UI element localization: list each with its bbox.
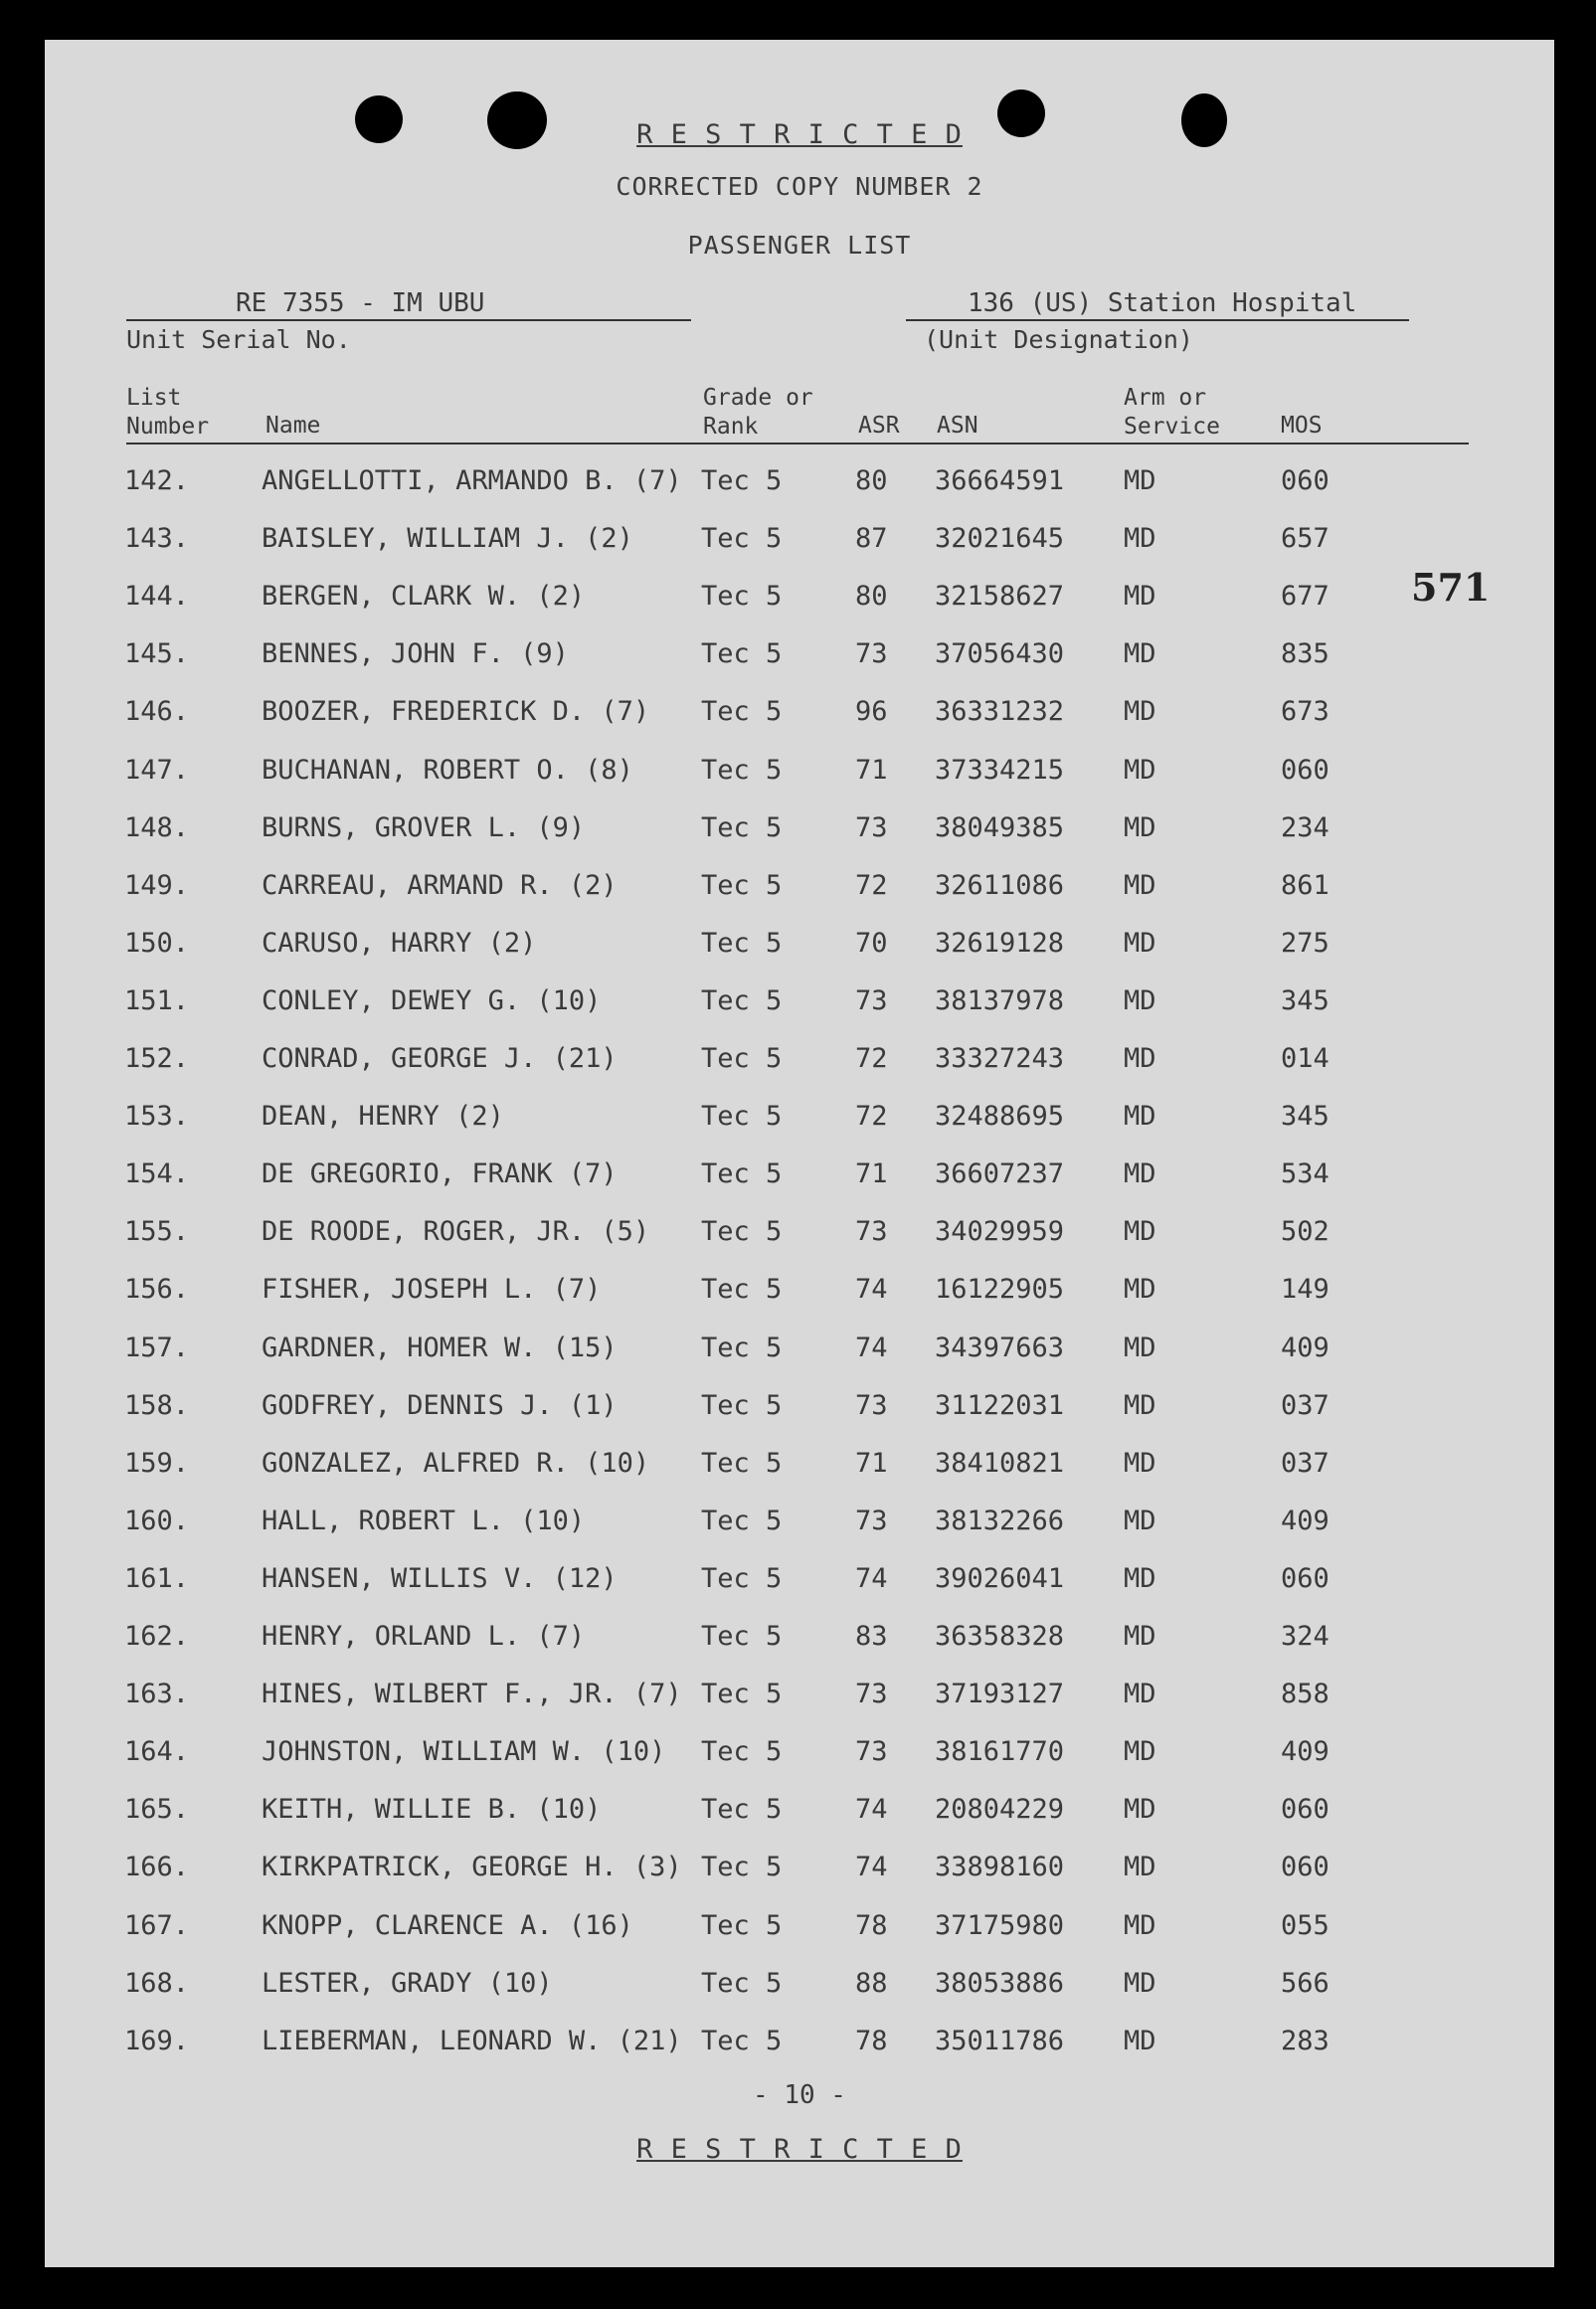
table-row bbox=[45, 1621, 1536, 1661]
asn-number: 39026041 bbox=[935, 1562, 1065, 1594]
passenger-name: LESTER, GRADY (10) bbox=[262, 1967, 553, 1999]
table-row bbox=[45, 1101, 1536, 1141]
passenger-name: BUCHANAN, ROBERT O. (8) bbox=[262, 754, 633, 786]
grade-rank: Tec 5 bbox=[701, 1967, 783, 1999]
passenger-name: DE GREGORIO, FRANK (7) bbox=[262, 1158, 618, 1190]
mos-code: 234 bbox=[1281, 811, 1330, 843]
copy-number: CORRECTED COPY NUMBER 2 bbox=[616, 172, 983, 201]
grade-rank: Tec 5 bbox=[701, 811, 783, 843]
asn-number: 36607237 bbox=[935, 1158, 1065, 1190]
asr-score: 73 bbox=[855, 811, 888, 843]
table-row bbox=[45, 1158, 1536, 1198]
list-number: 165. bbox=[124, 1794, 190, 1826]
mos-code: 835 bbox=[1281, 638, 1330, 670]
table-row bbox=[45, 696, 1536, 736]
asn-number: 35011786 bbox=[935, 2025, 1065, 2056]
list-number: 150. bbox=[124, 927, 190, 959]
asr-score: 71 bbox=[855, 1447, 888, 1479]
arm-service: MD bbox=[1124, 1794, 1156, 1826]
passenger-name: HENRY, ORLAND L. (7) bbox=[262, 1621, 586, 1652]
list-number: 162. bbox=[124, 1621, 190, 1652]
passenger-name: CARREAU, ARMAND R. (2) bbox=[262, 869, 618, 901]
mos-code: 324 bbox=[1281, 1621, 1330, 1652]
asr-score: 80 bbox=[855, 465, 888, 496]
arm-service: MD bbox=[1124, 811, 1156, 843]
grade-rank: Tec 5 bbox=[701, 1621, 783, 1652]
grade-rank: Tec 5 bbox=[701, 1101, 783, 1133]
asr-score: 88 bbox=[855, 1967, 888, 1999]
grade-rank: Tec 5 bbox=[701, 1389, 783, 1421]
mos-code: 534 bbox=[1281, 1158, 1330, 1190]
passenger-name: KIRKPATRICK, GEORGE H. (3) bbox=[262, 1852, 682, 1883]
asn-number: 31122031 bbox=[935, 1389, 1065, 1421]
passenger-name: CONRAD, GEORGE J. (21) bbox=[262, 1043, 618, 1074]
list-number: 161. bbox=[124, 1562, 190, 1594]
list-number: 145. bbox=[124, 638, 190, 670]
asn-number: 33327243 bbox=[935, 1043, 1065, 1074]
asr-score: 71 bbox=[855, 754, 888, 786]
table-row bbox=[45, 928, 1536, 968]
list-number: 167. bbox=[124, 1909, 190, 1941]
passenger-name: GODFREY, DENNIS J. (1) bbox=[262, 1389, 618, 1421]
list-number: 155. bbox=[124, 1216, 190, 1248]
list-number: 143. bbox=[124, 523, 190, 555]
asn-number: 38049385 bbox=[935, 811, 1065, 843]
arm-service: MD bbox=[1124, 984, 1156, 1016]
asn-number: 33898160 bbox=[935, 1852, 1065, 1883]
grade-rank: Tec 5 bbox=[701, 1909, 783, 1941]
list-number: 149. bbox=[124, 869, 190, 901]
arm-service: MD bbox=[1124, 1505, 1156, 1536]
asr-score: 87 bbox=[855, 523, 888, 555]
arm-service: MD bbox=[1124, 1101, 1156, 1133]
grade-rank: Tec 5 bbox=[701, 1562, 783, 1594]
column-header-rule bbox=[126, 443, 1469, 444]
table-row bbox=[45, 638, 1536, 678]
unit-serial-label: Unit Serial No. bbox=[126, 325, 351, 354]
list-number: 156. bbox=[124, 1274, 190, 1306]
passenger-name: GARDNER, HOMER W. (15) bbox=[262, 1332, 618, 1363]
list-number: 144. bbox=[124, 581, 190, 613]
asr-score: 70 bbox=[855, 927, 888, 959]
asr-score: 78 bbox=[855, 2025, 888, 2056]
grade-rank: Tec 5 bbox=[701, 1736, 783, 1768]
grade-rank: Tec 5 bbox=[701, 696, 783, 728]
arm-service: MD bbox=[1124, 1621, 1156, 1652]
unit-serial: RE 7355 - IM UBU bbox=[236, 288, 485, 318]
arm-service: MD bbox=[1124, 1043, 1156, 1074]
table-row bbox=[45, 1563, 1536, 1603]
arm-service: MD bbox=[1124, 1736, 1156, 1768]
table-row bbox=[45, 2026, 1536, 2065]
mos-code: 409 bbox=[1281, 1505, 1330, 1536]
asn-number: 32488695 bbox=[935, 1101, 1065, 1133]
asn-number: 32158627 bbox=[935, 581, 1065, 613]
grade-rank: Tec 5 bbox=[701, 1274, 783, 1306]
mos-code: 037 bbox=[1281, 1389, 1330, 1421]
asn-number: 37193127 bbox=[935, 1679, 1065, 1710]
list-number: 151. bbox=[124, 984, 190, 1016]
table-row bbox=[45, 1332, 1536, 1372]
table-row bbox=[45, 1448, 1536, 1488]
mos-code: 055 bbox=[1281, 1909, 1330, 1941]
arm-service: MD bbox=[1124, 2025, 1156, 2056]
grade-rank: Tec 5 bbox=[701, 1794, 783, 1826]
table-row bbox=[45, 1506, 1536, 1545]
mos-code: 861 bbox=[1281, 869, 1330, 901]
asr-score: 83 bbox=[855, 1621, 888, 1652]
passenger-name: DEAN, HENRY (2) bbox=[262, 1101, 504, 1133]
arm-service: MD bbox=[1124, 1389, 1156, 1421]
margin-number: 571 bbox=[1411, 565, 1491, 610]
mos-code: 566 bbox=[1281, 1967, 1330, 1999]
table-row bbox=[45, 523, 1536, 563]
passenger-name: DE ROODE, ROGER, JR. (5) bbox=[262, 1216, 650, 1248]
asn-number: 38132266 bbox=[935, 1505, 1065, 1536]
arm-service: MD bbox=[1124, 1158, 1156, 1190]
passenger-name: CARUSO, HARRY (2) bbox=[262, 927, 537, 959]
grade-rank: Tec 5 bbox=[701, 1447, 783, 1479]
asn-number: 36358328 bbox=[935, 1621, 1065, 1652]
page-number: - 10 - bbox=[753, 2080, 846, 2110]
asr-score: 73 bbox=[855, 1679, 888, 1710]
list-number: 168. bbox=[124, 1967, 190, 1999]
asr-score: 72 bbox=[855, 1101, 888, 1133]
mos-code: 657 bbox=[1281, 523, 1330, 555]
mos-code: 283 bbox=[1281, 2025, 1330, 2056]
grade-rank: Tec 5 bbox=[701, 984, 783, 1016]
passenger-name: HALL, ROBERT L. (10) bbox=[262, 1505, 586, 1536]
passenger-name: LIEBERMAN, LEONARD W. (21) bbox=[262, 2025, 682, 2056]
list-number: 142. bbox=[124, 465, 190, 496]
col-header-grade: Grade or Rank bbox=[703, 385, 813, 440]
arm-service: MD bbox=[1124, 927, 1156, 959]
table-row bbox=[45, 1679, 1536, 1718]
table-row bbox=[45, 581, 1536, 621]
arm-service: MD bbox=[1124, 1332, 1156, 1363]
arm-service: MD bbox=[1124, 754, 1156, 786]
asr-score: 96 bbox=[855, 696, 888, 728]
grade-rank: Tec 5 bbox=[701, 1332, 783, 1363]
grade-rank: Tec 5 bbox=[701, 927, 783, 959]
asr-score: 78 bbox=[855, 1909, 888, 1941]
table-row bbox=[45, 465, 1536, 505]
asn-number: 38410821 bbox=[935, 1447, 1065, 1479]
asr-score: 73 bbox=[855, 984, 888, 1016]
asr-score: 74 bbox=[855, 1332, 888, 1363]
list-number: 157. bbox=[124, 1332, 190, 1363]
passenger-name: HINES, WILBERT F., JR. (7) bbox=[262, 1679, 682, 1710]
asn-number: 32619128 bbox=[935, 927, 1065, 959]
grade-rank: Tec 5 bbox=[701, 1216, 783, 1248]
classification-footer: R E S T R I C T E D bbox=[636, 2134, 963, 2165]
arm-service: MD bbox=[1124, 1679, 1156, 1710]
table-row bbox=[45, 1274, 1536, 1314]
grade-rank: Tec 5 bbox=[701, 581, 783, 613]
passenger-name: JOHNSTON, WILLIAM W. (10) bbox=[262, 1736, 666, 1768]
list-number: 152. bbox=[124, 1043, 190, 1074]
grade-rank: Tec 5 bbox=[701, 1679, 783, 1710]
asn-number: 34397663 bbox=[935, 1332, 1065, 1363]
grade-rank: Tec 5 bbox=[701, 869, 783, 901]
passenger-name: BAISLEY, WILLIAM J. (2) bbox=[262, 523, 633, 555]
asn-number: 36664591 bbox=[935, 465, 1065, 496]
passenger-name: FISHER, JOSEPH L. (7) bbox=[262, 1274, 602, 1306]
col-header-asr: ASR bbox=[858, 413, 900, 439]
table-row bbox=[45, 1852, 1536, 1891]
asr-score: 73 bbox=[855, 1505, 888, 1536]
grade-rank: Tec 5 bbox=[701, 1505, 783, 1536]
mos-code: 275 bbox=[1281, 927, 1330, 959]
asn-number: 37056430 bbox=[935, 638, 1065, 670]
arm-service: MD bbox=[1124, 1274, 1156, 1306]
table-row bbox=[45, 870, 1536, 910]
arm-service: MD bbox=[1124, 1967, 1156, 1999]
list-number: 159. bbox=[124, 1447, 190, 1479]
mos-code: 677 bbox=[1281, 581, 1330, 613]
table-row bbox=[45, 985, 1536, 1025]
list-number: 153. bbox=[124, 1101, 190, 1133]
mos-code: 409 bbox=[1281, 1332, 1330, 1363]
mos-code: 409 bbox=[1281, 1736, 1330, 1768]
asr-score: 71 bbox=[855, 1158, 888, 1190]
arm-service: MD bbox=[1124, 1216, 1156, 1248]
grade-rank: Tec 5 bbox=[701, 754, 783, 786]
asn-number: 32021645 bbox=[935, 523, 1065, 555]
asr-score: 73 bbox=[855, 1736, 888, 1768]
asn-number: 38137978 bbox=[935, 984, 1065, 1016]
asn-number: 37175980 bbox=[935, 1909, 1065, 1941]
col-header-arm: Arm or Service bbox=[1124, 385, 1220, 440]
list-number: 163. bbox=[124, 1679, 190, 1710]
asn-number: 36331232 bbox=[935, 696, 1065, 728]
asr-score: 73 bbox=[855, 1216, 888, 1248]
document-page bbox=[45, 40, 1554, 2267]
col-header-mos: MOS bbox=[1281, 413, 1323, 439]
passenger-name: BENNES, JOHN F. (9) bbox=[262, 638, 569, 670]
arm-service: MD bbox=[1124, 523, 1156, 555]
mos-code: 060 bbox=[1281, 1794, 1330, 1826]
arm-service: MD bbox=[1124, 1909, 1156, 1941]
passenger-name: KEITH, WILLIE B. (10) bbox=[262, 1794, 602, 1826]
table-row bbox=[45, 812, 1536, 852]
asr-score: 74 bbox=[855, 1794, 888, 1826]
asr-score: 72 bbox=[855, 869, 888, 901]
asr-score: 73 bbox=[855, 1389, 888, 1421]
mos-code: 149 bbox=[1281, 1274, 1330, 1306]
col-header-name: Name bbox=[266, 413, 321, 439]
asn-number: 34029959 bbox=[935, 1216, 1065, 1248]
passenger-name: ANGELLOTTI, ARMANDO B. (7) bbox=[262, 465, 682, 496]
arm-service: MD bbox=[1124, 1562, 1156, 1594]
grade-rank: Tec 5 bbox=[701, 638, 783, 670]
asr-score: 74 bbox=[855, 1274, 888, 1306]
passenger-name: CONLEY, DEWEY G. (10) bbox=[262, 984, 602, 1016]
mos-code: 014 bbox=[1281, 1043, 1330, 1074]
grade-rank: Tec 5 bbox=[701, 1043, 783, 1074]
asn-number: 38161770 bbox=[935, 1736, 1065, 1768]
table-row bbox=[45, 755, 1536, 795]
mos-code: 060 bbox=[1281, 754, 1330, 786]
arm-service: MD bbox=[1124, 1447, 1156, 1479]
col-header-asn: ASN bbox=[937, 413, 978, 439]
mos-code: 037 bbox=[1281, 1447, 1330, 1479]
arm-service: MD bbox=[1124, 465, 1156, 496]
arm-service: MD bbox=[1124, 696, 1156, 728]
asr-score: 73 bbox=[855, 638, 888, 670]
list-number: 148. bbox=[124, 811, 190, 843]
unit-designation: 136 (US) Station Hospital bbox=[968, 288, 1357, 318]
table-row bbox=[45, 1043, 1536, 1083]
grade-rank: Tec 5 bbox=[701, 1852, 783, 1883]
passenger-name: BURNS, GROVER L. (9) bbox=[262, 811, 586, 843]
classification-header: R E S T R I C T E D bbox=[636, 119, 963, 150]
table-row bbox=[45, 1968, 1536, 2008]
asr-score: 74 bbox=[855, 1562, 888, 1594]
list-number: 166. bbox=[124, 1852, 190, 1883]
list-number: 146. bbox=[124, 696, 190, 728]
mos-code: 502 bbox=[1281, 1216, 1330, 1248]
col-header-list-number: List Number bbox=[126, 385, 210, 440]
mos-code: 858 bbox=[1281, 1679, 1330, 1710]
mos-code: 345 bbox=[1281, 984, 1330, 1016]
mos-code: 060 bbox=[1281, 1852, 1330, 1883]
asr-score: 80 bbox=[855, 581, 888, 613]
list-number: 154. bbox=[124, 1158, 190, 1190]
arm-service: MD bbox=[1124, 1852, 1156, 1883]
grade-rank: Tec 5 bbox=[701, 523, 783, 555]
page-title: PASSENGER LIST bbox=[687, 231, 912, 260]
passenger-name: BERGEN, CLARK W. (2) bbox=[262, 581, 586, 613]
unit-designation-label: (Unit Designation) bbox=[924, 325, 1193, 354]
passenger-name: KNOPP, CLARENCE A. (16) bbox=[262, 1909, 633, 1941]
asn-number: 16122905 bbox=[935, 1274, 1065, 1306]
list-number: 160. bbox=[124, 1505, 190, 1536]
list-number: 147. bbox=[124, 754, 190, 786]
mos-code: 673 bbox=[1281, 696, 1330, 728]
grade-rank: Tec 5 bbox=[701, 1158, 783, 1190]
unit-designation-rule bbox=[906, 319, 1409, 321]
asr-score: 74 bbox=[855, 1852, 888, 1883]
passenger-name: GONZALEZ, ALFRED R. (10) bbox=[262, 1447, 650, 1479]
grade-rank: Tec 5 bbox=[701, 465, 783, 496]
passenger-name: HANSEN, WILLIS V. (12) bbox=[262, 1562, 618, 1594]
list-number: 164. bbox=[124, 1736, 190, 1768]
list-number: 158. bbox=[124, 1389, 190, 1421]
passenger-name: BOOZER, FREDERICK D. (7) bbox=[262, 696, 650, 728]
table-row bbox=[45, 1390, 1536, 1430]
asn-number: 32611086 bbox=[935, 869, 1065, 901]
asr-score: 72 bbox=[855, 1043, 888, 1074]
unit-serial-rule bbox=[126, 319, 691, 321]
mos-code: 060 bbox=[1281, 1562, 1330, 1594]
asn-number: 38053886 bbox=[935, 1967, 1065, 1999]
mos-code: 345 bbox=[1281, 1101, 1330, 1133]
asn-number: 37334215 bbox=[935, 754, 1065, 786]
arm-service: MD bbox=[1124, 638, 1156, 670]
arm-service: MD bbox=[1124, 581, 1156, 613]
arm-service: MD bbox=[1124, 869, 1156, 901]
table-row bbox=[45, 1794, 1536, 1834]
table-row bbox=[45, 1736, 1536, 1776]
asn-number: 20804229 bbox=[935, 1794, 1065, 1826]
table-row bbox=[45, 1910, 1536, 1950]
list-number: 169. bbox=[124, 2025, 190, 2056]
table-row bbox=[45, 1216, 1536, 1256]
mos-code: 060 bbox=[1281, 465, 1330, 496]
grade-rank: Tec 5 bbox=[701, 2025, 783, 2056]
